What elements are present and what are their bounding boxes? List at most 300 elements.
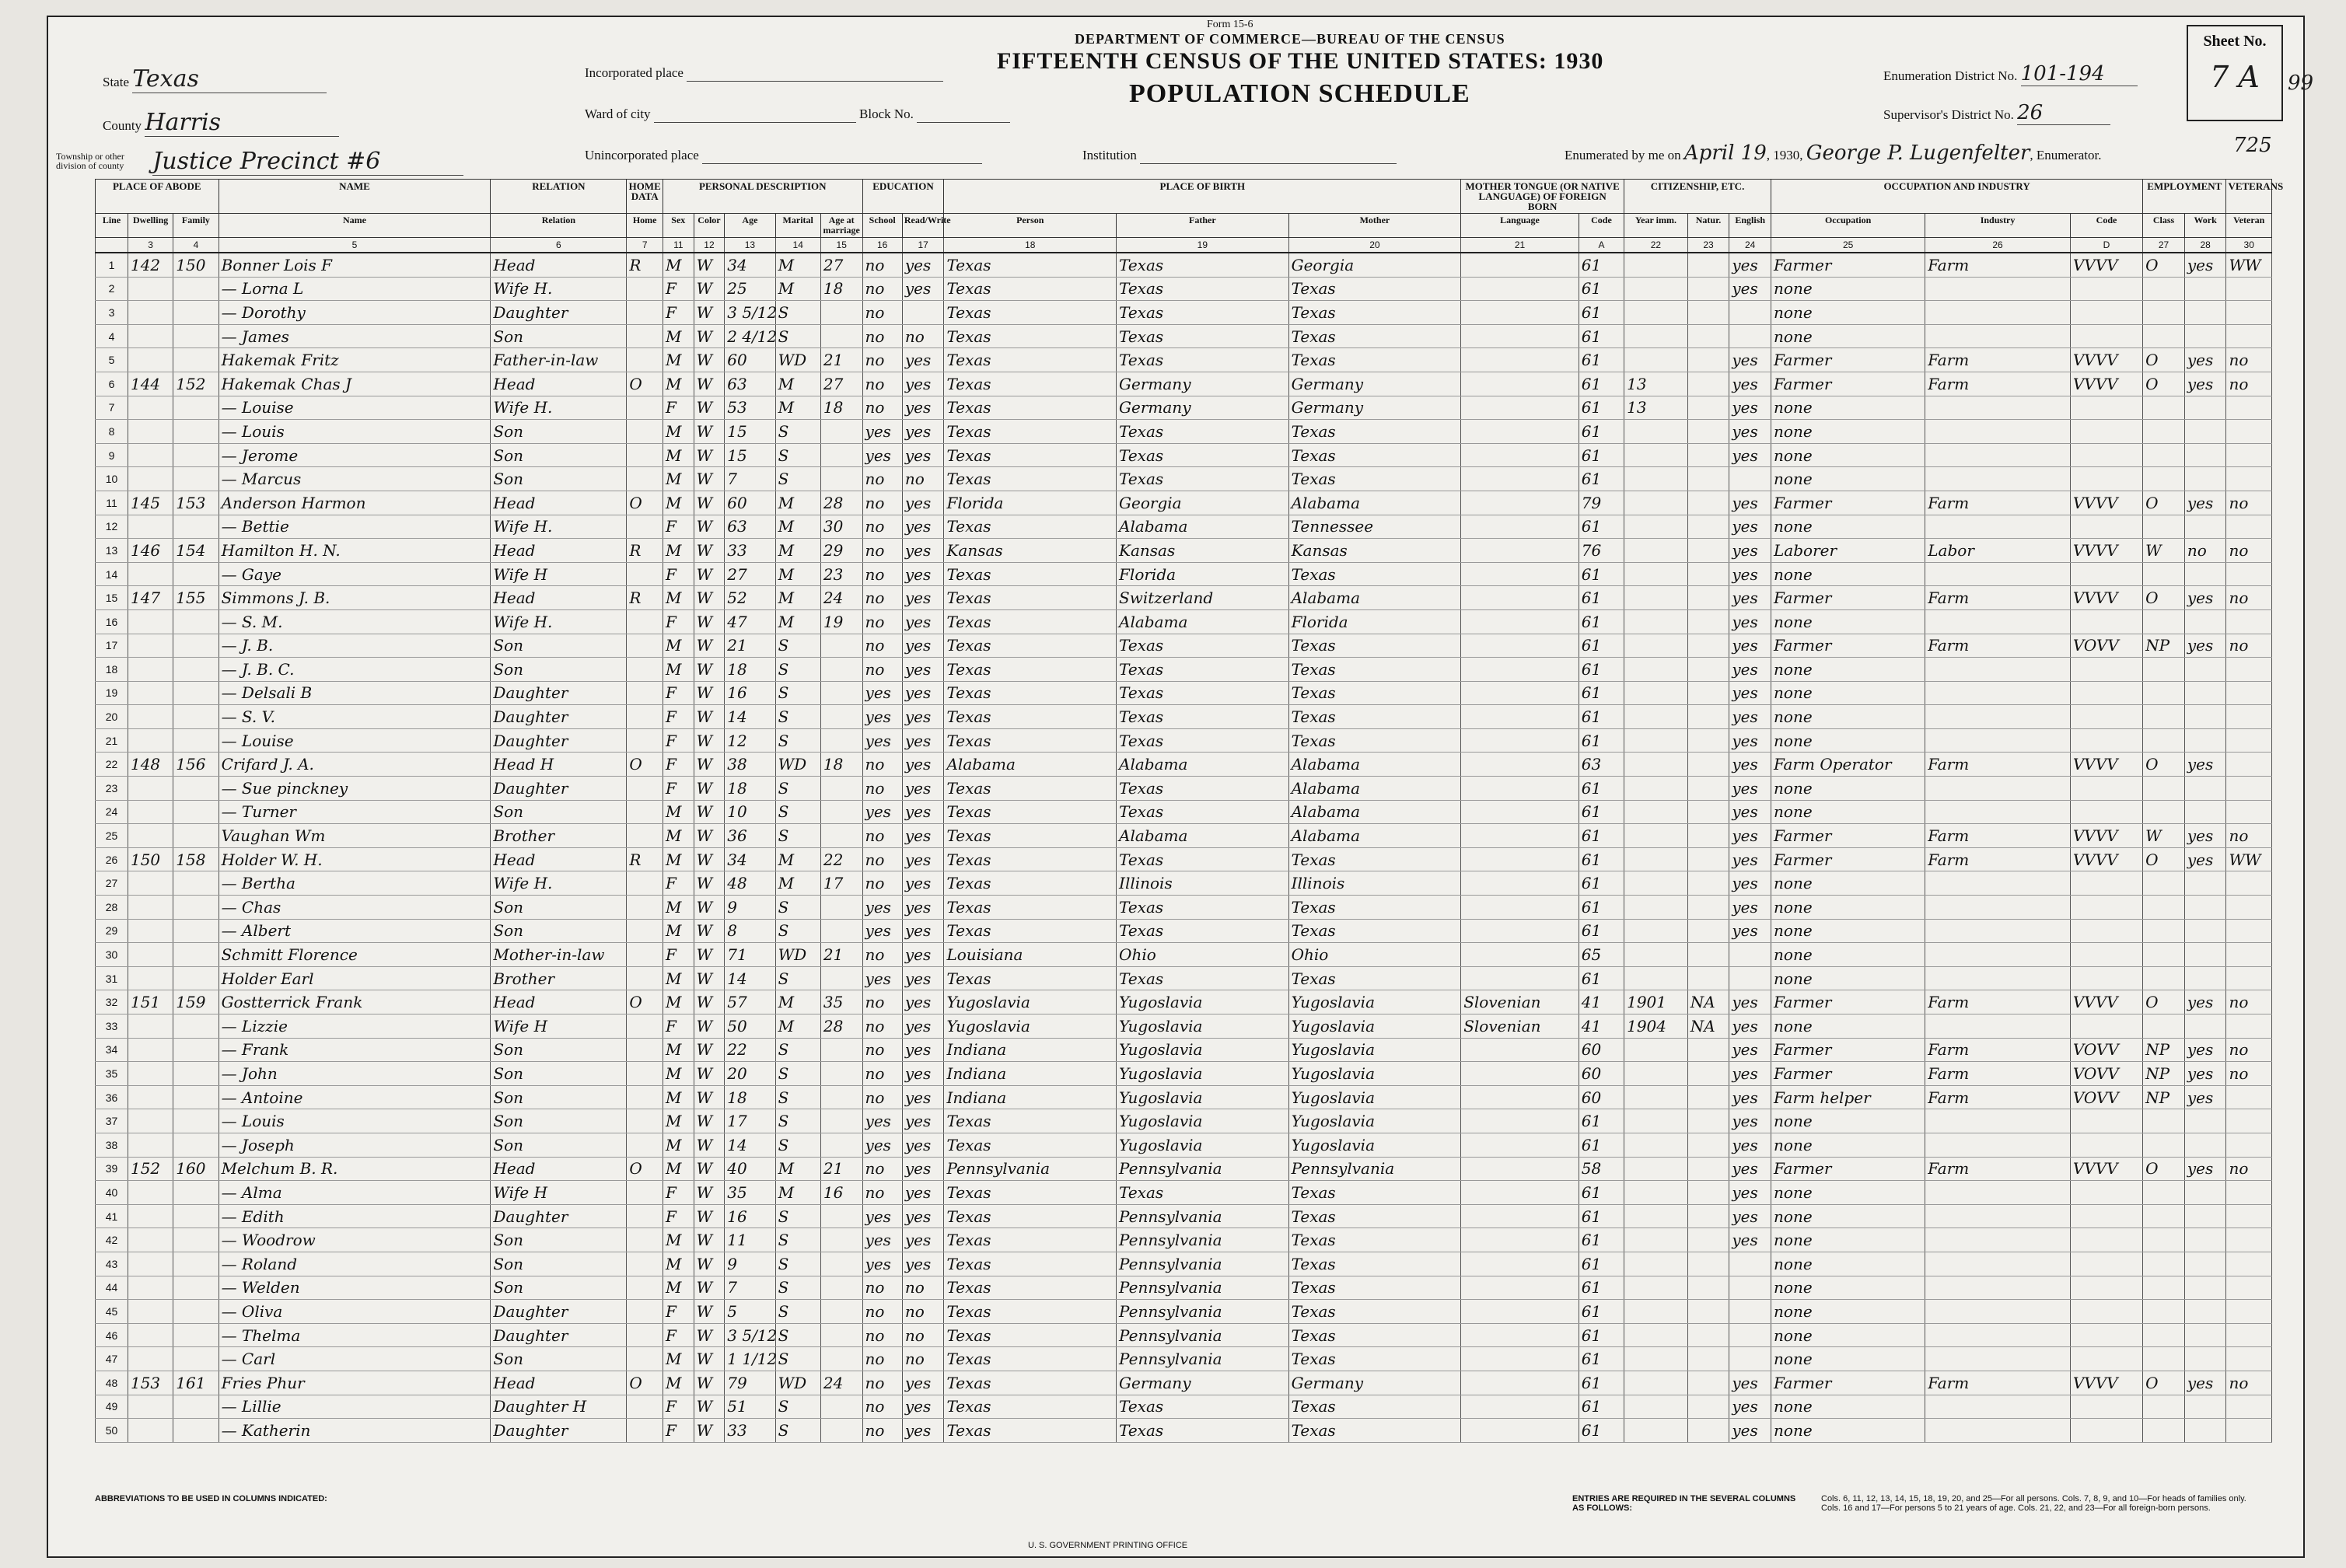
table-cell: yes [902,1228,944,1252]
table-cell: Texas [944,871,1117,896]
table-cell: yes [1729,777,1771,801]
line-number: 6 [96,372,128,396]
table-cell: S [775,728,820,753]
table-cell [2070,1109,2142,1133]
table-cell [820,777,862,801]
table-cell: Texas [1117,728,1289,753]
table-cell [2143,800,2185,824]
table-cell: 38 [725,753,775,777]
table-cell: W [694,1395,725,1419]
table-cell [2184,1323,2226,1347]
table-cell: S [775,1133,820,1157]
table-cell: no [862,372,902,396]
table-cell: no [862,753,902,777]
table-cell: Texas [944,658,1117,682]
table-cell: 60 [1579,1085,1624,1109]
column-number: 23 [1687,238,1729,253]
table-cell: 1904 [1624,1014,1688,1039]
table-cell: M [775,847,820,871]
table-row [96,539,2272,563]
table-cell: — Bettie [219,515,491,539]
table-cell: none [1771,609,1925,634]
line-number: 48 [96,1371,128,1395]
table-cell: W [694,586,725,610]
table-cell: O [2143,372,2185,396]
table-cell [173,420,219,444]
table-cell: Germany [1288,396,1461,420]
table-cell: F [663,277,694,301]
table-cell: none [1771,277,1925,301]
table-cell [1925,277,2071,301]
table-cell [173,1204,219,1228]
table-cell [2184,943,2226,967]
table-cell [1624,1228,1688,1252]
table-cell [1925,1395,2071,1419]
table-cell [2143,919,2185,943]
table-cell [2070,609,2142,634]
table-cell: none [1771,467,1925,491]
table-cell [2070,1014,2142,1039]
table-cell [128,634,173,658]
table-cell: 16 [725,681,775,705]
table-cell [2184,1014,2226,1039]
table-cell [627,1347,663,1371]
table-cell [173,1276,219,1300]
table-cell [1687,847,1729,871]
table-cell: O [2143,253,2185,277]
table-cell: yes [2184,1038,2226,1062]
line-number: 43 [96,1252,128,1276]
table-cell: S [775,1252,820,1276]
table-cell: W [694,1204,725,1228]
table-cell: O [2143,847,2185,871]
table-cell [1624,515,1688,539]
table-cell: yes [902,1038,944,1062]
table-cell: yes [2184,1062,2226,1086]
table-cell: yes [902,586,944,610]
table-cell: no [862,990,902,1014]
table-cell [128,1014,173,1039]
table-cell: S [775,301,820,325]
table-cell: yes [902,990,944,1014]
table-cell: Texas [1117,467,1289,491]
table-cell [1687,1038,1729,1062]
column-header: Mother [1288,214,1461,238]
table-cell [2184,324,2226,348]
table-cell: yes [1729,1419,1771,1443]
table-cell: 61 [1579,1419,1624,1443]
table-cell: S [775,896,820,920]
table-cell: Daughter [491,1204,627,1228]
table-cell [128,348,173,372]
table-cell: W [2143,824,2185,848]
table-cell: Florida [1288,609,1461,634]
table-cell: F [663,1323,694,1347]
table-cell: Texas [1288,1228,1461,1252]
table-cell: yes [902,871,944,896]
table-cell [627,1252,663,1276]
line-number: 22 [96,753,128,777]
table-cell [2143,681,2185,705]
table-cell: yes [1729,896,1771,920]
table-cell: none [1771,1014,1925,1039]
table-cell: yes [862,1228,902,1252]
table-cell: yes [902,777,944,801]
table-cell: S [775,443,820,467]
table-cell [1624,943,1688,967]
table-cell [1687,1228,1729,1252]
table-cell: 155 [173,586,219,610]
table-cell: Texas [1117,253,1289,277]
table-cell: Head [491,253,627,277]
table-cell: Alabama [1117,609,1289,634]
table-cell: yes [862,919,902,943]
table-cell: W [694,253,725,277]
table-cell [2143,728,2185,753]
table-cell: O [2143,1157,2185,1181]
table-cell [1461,562,1579,586]
table-cell: M [775,871,820,896]
table-cell: 15 [725,420,775,444]
table-cell: yes [2184,990,2226,1014]
table-row [96,1371,2272,1395]
schedule-title: POPULATION SCHEDULE [1129,79,1470,108]
table-cell: yes [902,1133,944,1157]
table-cell: Texas [1117,324,1289,348]
table-cell: Bonner Lois F [219,253,491,277]
table-cell [1687,1347,1729,1371]
table-cell: Texas [944,277,1117,301]
table-cell: 61 [1579,658,1624,682]
table-cell: 152 [128,1157,173,1181]
table-cell: 161 [173,1371,219,1395]
table-cell: W [694,658,725,682]
line-number: 30 [96,943,128,967]
table-cell: 79 [1579,491,1624,515]
table-row [96,253,2272,277]
table-cell: Farmer [1771,847,1925,871]
table-cell: yes [902,491,944,515]
table-cell: M [775,562,820,586]
enumeration-district: Enumeration District No. 101-194 [1883,62,2138,86]
table-cell: none [1771,515,1925,539]
table-cell [1925,681,2071,705]
table-cell: 21 [820,348,862,372]
margin-note: 725 [2233,134,2272,157]
table-cell: Yugoslavia [1288,1085,1461,1109]
table-cell: no [862,301,902,325]
table-cell: yes [1729,919,1771,943]
table-cell: yes [1729,634,1771,658]
table-cell [2226,681,2272,705]
table-cell: Texas [1117,800,1289,824]
table-cell: F [663,515,694,539]
table-cell: Farmer [1771,824,1925,848]
table-cell: W [694,800,725,824]
table-cell [820,1347,862,1371]
table-cell: 146 [128,539,173,563]
table-cell: 61 [1579,372,1624,396]
table-cell [1925,562,2071,586]
table-cell: Farmer [1771,491,1925,515]
table-cell: Pennsylvania [1117,1347,1289,1371]
table-cell [1687,467,1729,491]
table-cell: F [663,728,694,753]
column-number: 21 [1461,238,1579,253]
table-cell [2143,1109,2185,1133]
table-cell [820,301,862,325]
table-cell: 18 [820,277,862,301]
table-cell: yes [2184,1085,2226,1109]
table-cell: — James [219,324,491,348]
table-cell: Wife H. [491,609,627,634]
column-number: 12 [694,238,725,253]
table-cell [1925,1204,2071,1228]
table-cell: 58 [1579,1157,1624,1181]
table-cell: 63 [1579,753,1624,777]
table-cell: none [1771,301,1925,325]
table-cell: — Jerome [219,443,491,467]
table-cell: yes [862,728,902,753]
table-cell: none [1771,1181,1925,1205]
table-cell: yes [1729,443,1771,467]
table-cell: Son [491,1228,627,1252]
table-cell: — Lillie [219,1395,491,1419]
table-cell: Alabama [1288,824,1461,848]
table-cell: M [775,372,820,396]
table-cell [173,943,219,967]
table-cell: F [663,871,694,896]
table-cell: O [2143,586,2185,610]
column-header: Read/Write [902,214,944,238]
table-row [96,896,2272,920]
table-cell: Texas [1288,1181,1461,1205]
table-cell [2184,1395,2226,1419]
column-number [96,238,128,253]
table-cell: M [663,467,694,491]
table-cell: Hakemak Chas J [219,372,491,396]
table-cell: S [775,777,820,801]
table-cell [820,705,862,729]
table-cell [173,324,219,348]
table-cell: Yugoslavia [1117,990,1289,1014]
line-number: 17 [96,634,128,658]
table-cell: yes [902,1085,944,1109]
table-cell: M [663,824,694,848]
table-cell [128,705,173,729]
table-cell [1624,1133,1688,1157]
table-cell [173,800,219,824]
table-cell [820,728,862,753]
table-cell [1925,301,2071,325]
table-cell: yes [1729,277,1771,301]
table-cell: Farm Operator [1771,753,1925,777]
table-cell [1687,1157,1729,1181]
table-cell: W [694,1157,725,1181]
table-cell [627,681,663,705]
table-cell [1729,1323,1771,1347]
table-cell: 61 [1579,824,1624,848]
table-cell: Texas [1117,443,1289,467]
table-cell: 150 [173,253,219,277]
table-cell [2226,1181,2272,1205]
table-cell: 61 [1579,1109,1624,1133]
table-cell [2226,467,2272,491]
table-cell: no [2226,539,2272,563]
table-cell: Son [491,324,627,348]
table-cell [1729,1347,1771,1371]
table-cell [1461,824,1579,848]
table-cell: — Delsali B [219,681,491,705]
table-cell: — Albert [219,919,491,943]
table-cell: M [775,1014,820,1039]
table-cell: Son [491,919,627,943]
table-cell [1687,1252,1729,1276]
table-cell [627,777,663,801]
table-cell: — S. M. [219,609,491,634]
table-cell: yes [2184,847,2226,871]
table-cell: — Louise [219,396,491,420]
table-cell: Texas [1117,301,1289,325]
table-cell: WD [775,943,820,967]
table-cell: no [862,253,902,277]
table-row [96,1300,2272,1324]
table-cell: yes [902,1157,944,1181]
table-cell: yes [902,634,944,658]
table-cell [2070,728,2142,753]
table-cell [128,919,173,943]
sheet-number: 7 A [2210,60,2260,94]
table-cell: — Chas [219,896,491,920]
table-cell: Yugoslavia [1288,1062,1461,1086]
department-title: DEPARTMENT OF COMMERCE—BUREAU OF THE CENSUS [1075,31,1505,47]
table-cell [2184,396,2226,420]
enumerated-by: Enumerated by me on April 19, 1930, George P. Lugenfelter, Enumerator. [1565,141,2102,165]
table-cell: 61 [1579,515,1624,539]
table-cell: S [775,1085,820,1109]
table-cell [128,1109,173,1133]
table-cell: S [775,1228,820,1252]
column-number: 5 [219,238,491,253]
table-cell: M [663,1133,694,1157]
table-cell: no [2226,1038,2272,1062]
line-number: 15 [96,586,128,610]
table-cell: yes [902,1395,944,1419]
table-cell [2226,896,2272,920]
table-cell [2070,1204,2142,1228]
table-cell: yes [2184,348,2226,372]
table-cell: Pennsylvania [1117,1157,1289,1181]
table-cell: 65 [1579,943,1624,967]
table-cell: 19 [820,609,862,634]
table-cell: — Katherin [219,1419,491,1443]
column-number: A [1579,238,1624,253]
table-cell: 154 [173,539,219,563]
table-cell: 35 [820,990,862,1014]
table-cell: 61 [1579,277,1624,301]
table-cell: O [2143,990,2185,1014]
table-cell: Pennsylvania [1117,1228,1289,1252]
table-cell [820,1228,862,1252]
table-cell [1729,301,1771,325]
table-row [96,1014,2272,1039]
table-cell: Texas [1117,919,1289,943]
column-header: Line [96,214,128,238]
table-cell [1461,609,1579,634]
table-cell: Ohio [1288,943,1461,967]
table-cell [1461,1181,1579,1205]
table-cell [627,1276,663,1300]
table-cell: Texas [1288,847,1461,871]
table-cell [1461,966,1579,990]
table-cell: 12 [725,728,775,753]
table-cell: S [775,800,820,824]
table-cell [128,467,173,491]
column-header: Language [1461,214,1579,238]
table-row [96,1252,2272,1276]
table-cell [1461,1038,1579,1062]
table-cell: M [775,277,820,301]
table-cell: — Woodrow [219,1228,491,1252]
table-cell: Gostterrick Frank [219,990,491,1014]
table-cell: yes [1729,348,1771,372]
table-cell: no [862,348,902,372]
table-cell [2143,515,2185,539]
table-cell: Farm [1925,1157,2071,1181]
table-cell: WW [2226,253,2272,277]
table-cell [1624,301,1688,325]
table-cell: 7 [725,467,775,491]
table-cell [128,1204,173,1228]
table-cell [2226,1133,2272,1157]
table-cell [1687,728,1729,753]
table-cell: — Joseph [219,1133,491,1157]
table-cell: 61 [1579,1252,1624,1276]
table-cell [128,609,173,634]
table-cell [128,443,173,467]
table-cell: Texas [1117,658,1289,682]
table-cell: Farmer [1771,990,1925,1014]
table-cell: Texas [1288,1276,1461,1300]
table-cell [2070,467,2142,491]
table-cell: M [663,847,694,871]
table-cell [173,277,219,301]
table-cell: NP [2143,1038,2185,1062]
table-cell: Texas [1288,634,1461,658]
table-cell [2143,277,2185,301]
table-cell: no [2226,1062,2272,1086]
column-number: 19 [1117,238,1289,253]
table-cell [2070,1323,2142,1347]
table-cell [1461,1300,1579,1324]
table-cell: Son [491,420,627,444]
table-cell [2143,301,2185,325]
table-cell: Slovenian [1461,990,1579,1014]
table-cell: W [694,847,725,871]
table-cell: M [775,253,820,277]
table-cell [2226,753,2272,777]
table-cell: W [694,1323,725,1347]
table-cell: yes [902,681,944,705]
table-cell [2226,1228,2272,1252]
table-cell: Texas [1288,919,1461,943]
table-cell [1687,919,1729,943]
table-cell: M [663,1228,694,1252]
table-cell [820,1109,862,1133]
table-cell [2143,609,2185,634]
table-cell: O [627,372,663,396]
table-cell: Yugoslavia [1288,1038,1461,1062]
